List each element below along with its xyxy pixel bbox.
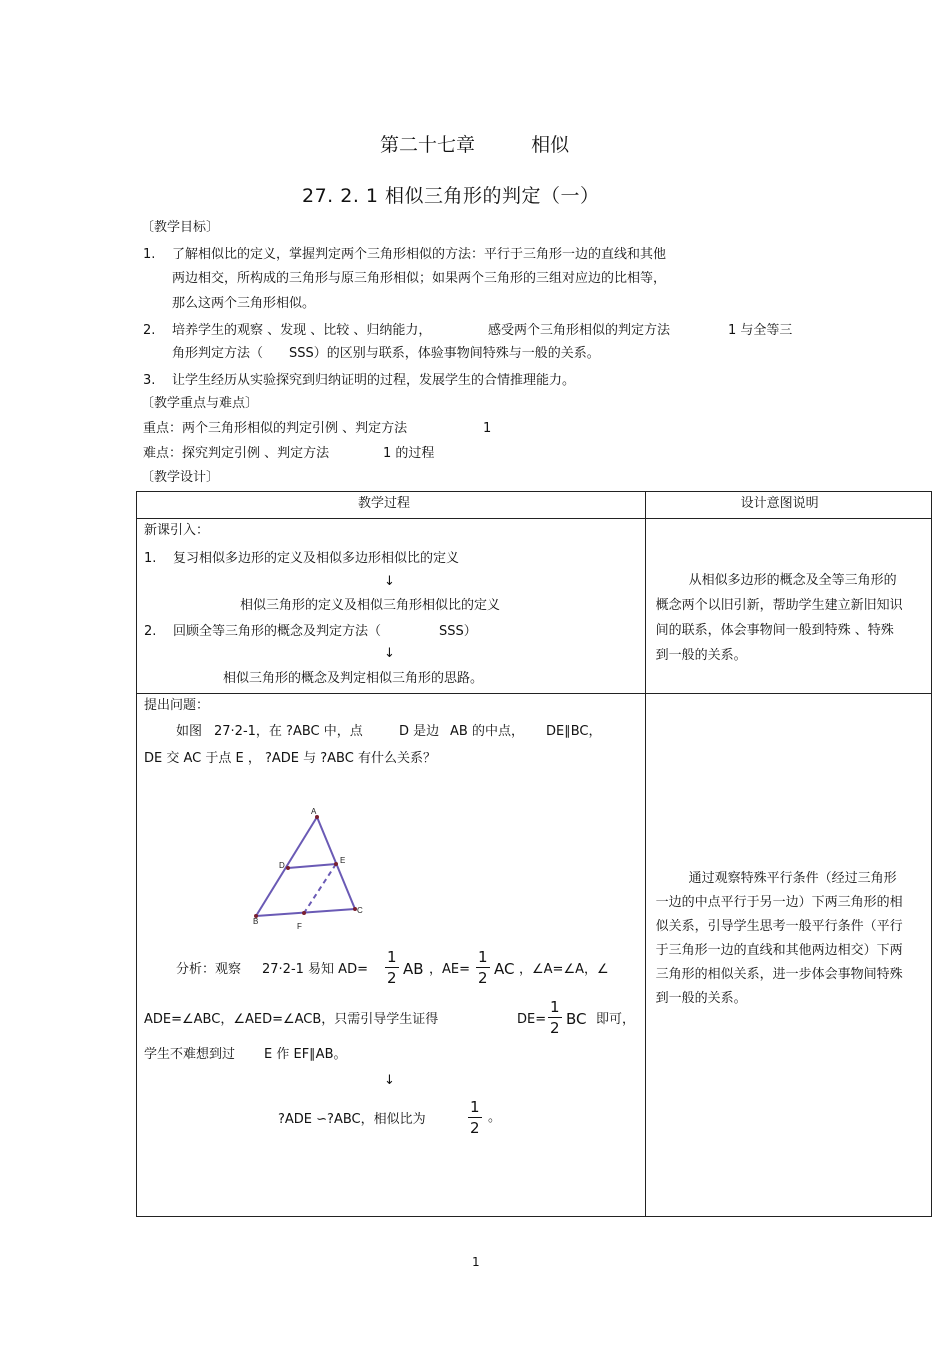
design-heading: 〔教学设计〕 bbox=[141, 470, 220, 485]
fraction-den: 2 bbox=[478, 969, 488, 987]
conclusion: ?ADE ∽?ABC，相似比为 bbox=[278, 1112, 426, 1127]
label-a: A bbox=[311, 807, 317, 816]
row2-label: 提出问题： bbox=[144, 698, 210, 713]
analysis-line-c: 学生不难想到过 bbox=[144, 1047, 236, 1062]
row1-item2-num: 2. bbox=[144, 624, 157, 639]
analysis-line-c2: E 作 EF∥AB。 bbox=[264, 1047, 347, 1062]
segment-ef bbox=[304, 864, 336, 913]
segment-de bbox=[288, 864, 336, 868]
analysis-line-b3: 即可， bbox=[596, 1012, 636, 1027]
row2-process-cell bbox=[137, 694, 646, 1217]
header-intent-cell bbox=[645, 492, 931, 519]
conclusion-end: 。 bbox=[488, 1110, 502, 1125]
chapter-title bbox=[380, 130, 569, 157]
analysis-ae: ，AE= bbox=[429, 962, 470, 977]
goal-2-line-2b: SSS）的区别与联系，体验事物间特殊与一般的关系。 bbox=[289, 346, 600, 361]
fraction-num: 1 bbox=[470, 1098, 480, 1116]
row1-item1-text: 复习相似多边形的定义及相似多边形相似比的定义 bbox=[173, 551, 460, 566]
fraction-den: 2 bbox=[470, 1119, 480, 1137]
analysis-angle: ，∠A=∠A，∠ bbox=[519, 962, 609, 977]
design-table bbox=[136, 491, 932, 1217]
difficulty-point: 难点：探究判定引例 、判定方法 bbox=[143, 446, 330, 461]
difficulty-tail: 1 的过程 bbox=[383, 446, 435, 461]
key-point: 重点：两个三角形相似的判定引例 、判定方法 bbox=[143, 421, 408, 436]
fraction-half-3 bbox=[548, 997, 562, 1038]
analysis-line-b2: DE= bbox=[517, 1012, 547, 1027]
goal-2-line-2a: 角形判定方法（ bbox=[172, 346, 264, 361]
goal-2-num: 2. bbox=[143, 323, 156, 338]
section-title: 27. 2. 1 相似三角形的判定（一） bbox=[302, 185, 600, 207]
row1-line2: 相似三角形的定义及相似三角形相似比的定义 bbox=[240, 598, 501, 613]
label-d: D bbox=[279, 861, 285, 870]
fraction-half-1 bbox=[385, 947, 399, 988]
question-line2: DE 交 AC 于点 E ， ?ADE 与 ?ABC 有什么关系？ bbox=[144, 751, 436, 766]
question-line1-a: 如图 bbox=[176, 724, 203, 739]
header-process-cell bbox=[137, 492, 646, 519]
question-line1-b: 27·2-1，在 ?ABC 中，点 bbox=[214, 724, 363, 739]
key-point-num: 1 bbox=[483, 421, 492, 436]
row2-intent-cell bbox=[645, 694, 931, 1217]
analysis-a: 分析：观察 bbox=[176, 962, 242, 977]
goal-2-line-1c: 1 与全等三 bbox=[728, 323, 793, 338]
analysis-b: 27·2-1 易知 AD= bbox=[262, 962, 368, 977]
goal-2-line-1b: 感受两个三角形相似的判定方法 bbox=[488, 323, 671, 338]
question-line1-d: AB 的中点， bbox=[450, 724, 524, 739]
fraction-den: 2 bbox=[387, 969, 397, 987]
goal-1-line-3: 那么这两个三角形相似。 bbox=[172, 296, 316, 311]
label-f: F bbox=[297, 922, 302, 931]
fraction-half-4 bbox=[468, 1097, 482, 1138]
focus-heading: 〔教学重点与难点〕 bbox=[141, 396, 259, 411]
goal-2-line-1a: 培养学生的观察 、发现 、比较 、归纳能力， bbox=[172, 323, 432, 338]
row1-intent-cell bbox=[645, 519, 931, 694]
row1-arrow-1: ↓ bbox=[384, 574, 395, 589]
fraction-num: 1 bbox=[550, 998, 560, 1016]
analysis-ac: AC bbox=[494, 960, 515, 978]
row1-arrow-2: ↓ bbox=[384, 646, 395, 661]
goals-heading: 〔教学目标〕 bbox=[141, 220, 220, 235]
col-process-header: 教学过程 bbox=[358, 496, 411, 511]
analysis-ab: AB bbox=[403, 960, 424, 978]
label-c: C bbox=[357, 906, 363, 915]
goal-1-line-2: 两边相交，所构成的三角形与原三角形相似；如果两个三角形的三组对应边的比相等， bbox=[172, 271, 667, 286]
fraction-den: 2 bbox=[550, 1019, 560, 1037]
goal-1-line-1: 了解相似比的定义，掌握判定两个三角形相似的方法：平行于三角形一边的直线和其他 bbox=[172, 247, 667, 262]
chapter-label: 第二十七章 bbox=[380, 134, 476, 156]
label-b: B bbox=[253, 917, 259, 926]
analysis-bc: BC bbox=[566, 1010, 587, 1028]
triangle-figure bbox=[245, 806, 375, 931]
row1-label: 新课引入： bbox=[144, 523, 210, 538]
fraction-half-2 bbox=[476, 947, 490, 988]
row1-intent-note: 从相似多边形的概念及全等三角形的概念两个以旧引新，帮助学生建立新旧知识间的联系，体会事物间一般到特殊 、特殊到一般的关系。 bbox=[655, 573, 903, 663]
label-e: E bbox=[340, 856, 346, 865]
col-intent-header: 设计意图说明 bbox=[740, 496, 819, 511]
goal-3-num: 3. bbox=[143, 373, 156, 388]
question-line1-c: D 是边 bbox=[399, 724, 440, 739]
fraction-num: 1 bbox=[387, 948, 397, 966]
fraction-num: 1 bbox=[478, 948, 488, 966]
row1-item1-num: 1. bbox=[144, 551, 157, 566]
question-line1-e: DE∥BC， bbox=[546, 724, 602, 739]
chapter-topic: 相似 bbox=[531, 134, 570, 156]
analysis-line-b1: ADE=∠ABC，∠AED=∠ACB，只需引导学生证得 bbox=[144, 1012, 439, 1027]
row2-arrow: ↓ bbox=[384, 1073, 395, 1088]
row1-process-cell bbox=[137, 519, 646, 694]
page-number: 1 bbox=[472, 1255, 480, 1269]
row1-line4: 相似三角形的概念及判定相似三角形的思路。 bbox=[223, 671, 484, 686]
row2-intent-note: 通过观察特殊平行条件（经过三角形一边的中点平行于另一边）下两三角形的相似关系，引导学生思考一般平行条件（平行于三角形一边的直线和其他两边相交）下两三角形的相似关系，进一步体会事物间特殊到一般的关系。 bbox=[655, 871, 903, 1006]
goal-1-num: 1. bbox=[143, 247, 156, 262]
goal-3-line-1: 让学生经历从实验探究到归纳证明的过程，发展学生的合情推理能力。 bbox=[172, 373, 576, 388]
row1-item2-sss: SSS） bbox=[439, 624, 477, 639]
row1-item2-text: 回顾全等三角形的概念及判定方法（ bbox=[173, 624, 382, 639]
